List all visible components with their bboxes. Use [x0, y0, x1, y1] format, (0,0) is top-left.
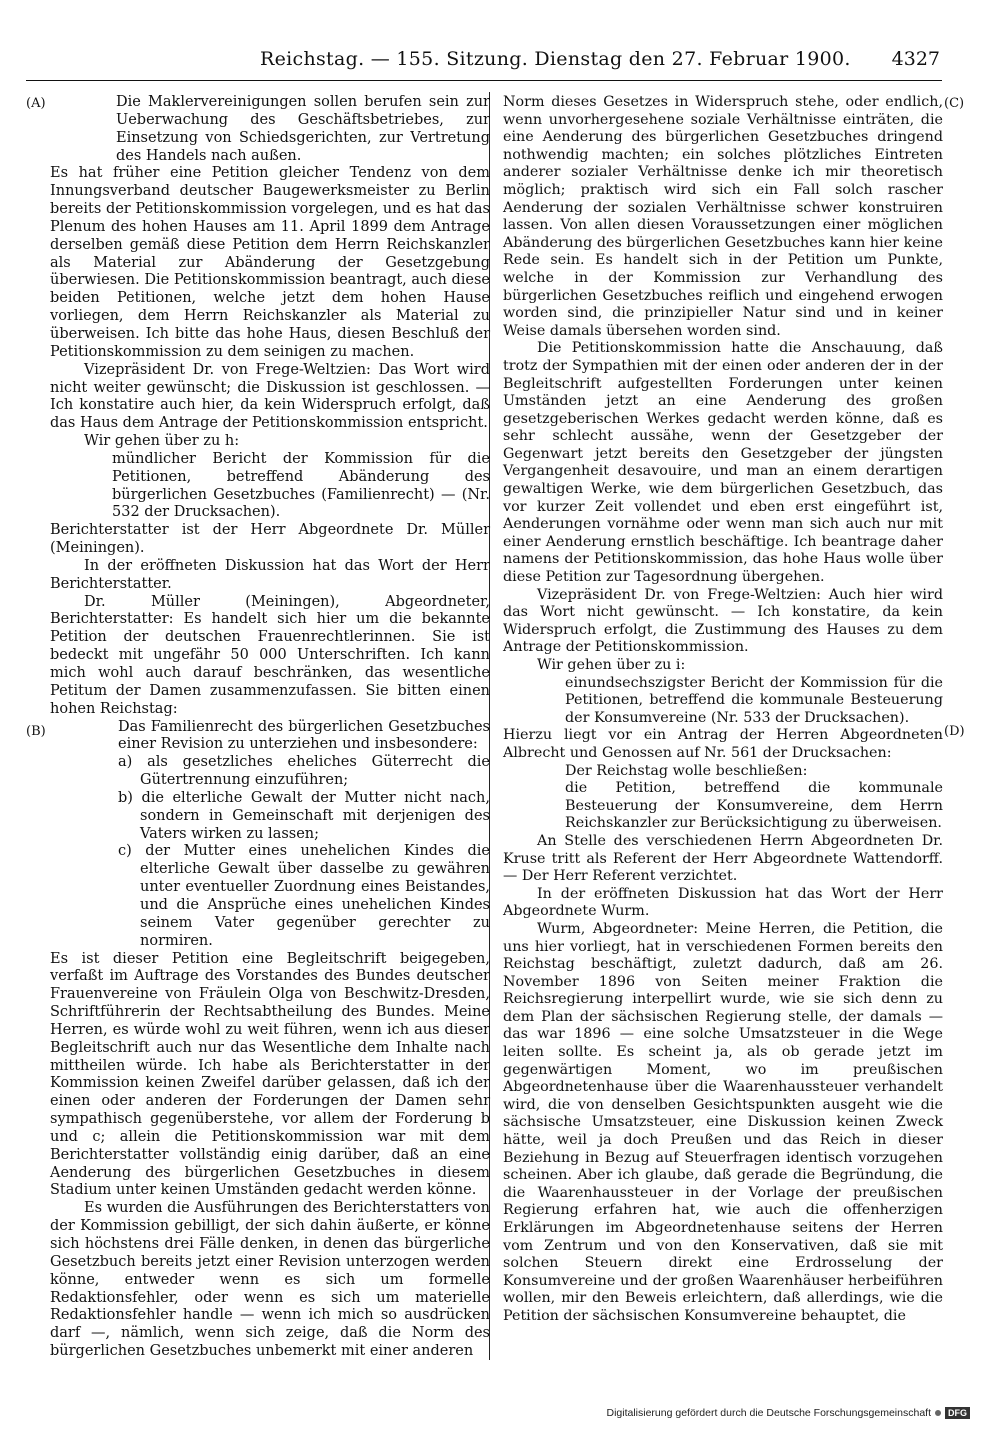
left-column	[50, 94, 490, 1361]
agenda-item: einundsechszigster Bericht der Kommission für die Petitionen, betreffend die kommunale Besteuerung der Konsumvereine (Nr. 533 der Drucksachen).	[565, 674, 943, 726]
margin-mark-d: (D)	[944, 724, 965, 739]
right-column	[503, 94, 943, 1326]
dfg-logo: DFG	[945, 1407, 970, 1419]
header-rule	[26, 80, 942, 81]
petition-point: b) die elterliche Gewalt der Mutter nicht nach, sondern in Gemeinschaft mit derjenigen des Vaters wirken zu lassen;	[118, 789, 490, 842]
paragraph: Wir gehen über zu h:	[84, 433, 240, 450]
motion-text: die Petition, betreffend die kommunale Besteuerung der Konsumvereine, dem Herrn Reichskanzler zur Berücksichtigung zu überweisen.	[565, 780, 943, 832]
footer	[606, 1407, 970, 1419]
paragraph: Wurm, Abgeordneter: Meine Herren, die Petition, die uns hier vorliegt, hat in verschiedenen Formen bereits den Reichstag beschäftigt, zuletzt dadurch, daß am 26. November 1896 von Seiten meiner Fraktion die Reichsregierung interpellirt wurde, wie sie sich denn zu dem Plan der sächsischen Regierung stelle, der damals — das war 1896 — eine solche Umsatzsteuer in die Wege leiten sollte. Es scheint ja, als ob gerade jetzt im gegenwärtigen Moment, wo im preußischen Abgeordnetenhause über die Waarenhaussteuer verhandelt wird, die von denselben Gesichtspunkten ausgeht wie die sächsische Umsatzsteuer, eine Diskussion keinen Zweck hätte, weil ja doch Preußen und das Reich in dieser Beziehung in Bezug auf Steuerfragen identisch vorzugehen scheinen. Aber ich glaube, daß gerade die Begründung, die die Waarenhaussteuer in der Vorlage der preußischen Regierung erfahren hat, wie auch die offenherzigen Erklärungen im Abgeordnetenhause seitens der Herren vom Zentrum und von den Konservativen, daß sie mit solchen Steuern direkt eine Erdrosselung der Konsumvereine und der großen Waarenhäuser herbeiführen wollen, mir den Beweis erleichtern, daß allerdings, wie die Petition der sächsischen Konsumvereine behauptet, die	[503, 920, 943, 1324]
margin-mark-b: (B)	[26, 724, 46, 739]
paragraph: An Stelle des verschiedenen Herrn Abgeordneten Dr. Kruse tritt als Referent der Herr Abgeordnete Wattendorff. — Der Herr Referent verzichtet.	[503, 832, 943, 885]
margin-mark-a: (A)	[26, 96, 46, 111]
paragraph: Die Maklervereinigungen sollen berufen sein zur Ueberwachung des Geschäftsbetriebes, zur Einsetzung von Schiedsgerichten, zur Vertretung des Handels nach außen.	[116, 94, 490, 164]
paragraph: Berichterstatter ist der Herr Abgeordnete Dr. Müller (Meiningen).	[50, 522, 490, 557]
paragraph: In der eröffneten Diskussion hat das Wort der Herr Abgeordnete Wurm.	[503, 885, 943, 920]
petition-point: c) der Mutter eines unehelichen Kindes die elterliche Gewalt über dasselbe zu gewähren unter eventueller Zuordnung eines Beistandes, und die Ansprüche eines unehelichen Kindes seinem Vater gegenüber gerechter zu normiren.	[118, 843, 490, 949]
paragraph: Dr. Müller (Meiningen), Abgeordneter, Berichterstatter: Es handelt sich hier um die bekannte Petition der deutschen Frauenrechtlerinnen. Sie ist bedeckt mit ungefähr 50 000 Unterschriften. Ich kann mich wohl auch darauf beschränken, das wesentliche Petitum der Damen zusammenzufassen. Sie bitten einen hohen Reichstag:	[50, 593, 490, 717]
paragraph: Hierzu liegt vor ein Antrag der Herren Abgeordneten Albrecht und Genossen auf Nr. 561 der Drucksachen:	[503, 727, 943, 761]
motion-intro: Der Reichstag wolle beschließen:	[565, 762, 808, 779]
paragraph: Wir gehen über zu i:	[537, 657, 686, 673]
paragraph: Es wurden die Ausführungen des Berichterstatters von der Kommission gebilligt, der sich dahin äußerte, er könne sich höchstens drei Fälle denken, in denen das bürgerliche Gesetzbuch bereits jetzt einer Revision unterzogen werden könne, entweder wenn es sich um formelle Redaktionsfehler, oder wenn es sich um materielle Redaktionsfehler handle — wenn ich mich so ausdrücken darf —, nämlich, wenn sich zeige, daß die Norm des bürgerlichen Gesetzbuches unbemerkt mit einer anderen	[50, 1200, 490, 1360]
running-title: Reichstag. — 155. Sitzung. Dienstag den 27. Februar 1900.	[260, 48, 851, 70]
paragraph: Es ist dieser Petition eine Begleitschrift beigegeben, verfaßt im Auftrage des Vorstandes des Bundes deutscher Frauenvereine von Fräulein Olga von Beschwitz-Dresden, Schriftführerin der Rechtsabtheilung des Bundes. Meine Herren, es würde wohl zu weit führen, wenn ich aus dieser Begleitschrift auch nur das Wesentliche dem Inhalte nach mittheilen würde. Ich habe als Berichterstatter in der Kommission keinen Zweifel darüber gelassen, daß ich der einen oder anderen der Forderungen der Damen sehr sympathisch gegenüberstehe, vor allem der Forderung b und c; allein die Petitionskommission war mit dem Berichterstatter vollständig einig darüber, daß an eine Aenderung des bürgerlichen Gesetzbuches in diesem Stadium unter keinen Umständen gedacht werden könne.	[50, 950, 490, 1199]
paragraph: Die Petitionskommission hatte die Anschauung, daß trotz der Sympathien mit der einen oder anderen der in der Begleitschrift aufgestellten Forderungen unter keinen Umständen jetzt an eine Aenderung des großen gesetzgeberischen Werkes gedacht werden könne, daß es sehr schlecht aussähe, wenn der Gesetzgeber der Gegenwart jetzt bereits den Gesetzgeber der jüngsten Vergangenheit desavouire, und man an einem derartigen gewaltigen Werke, wie dem bürgerlichen Gesetzbuch, das vor kurzer Zeit vollendet und eben erst eingeführt ist, Aenderungen vornähme oder wenn man sich auch nur mit einer Aenderung ernstlich beschäftige. Ich beantrage daher namens der Petitionskommission, das hohe Haus wolle über diese Petition zur Tagesordnung übergehen.	[503, 340, 943, 586]
paragraph: Vizepräsident Dr. von Frege-Weltzien: Das Wort wird nicht weiter gewünscht; die Diskussion ist geschlossen. — Ich konstatire auch hier, da kein Widerspruch erfolgt, daß das Haus dem Antrage der Petitionskommission entspricht.	[50, 361, 490, 432]
paragraph: Es hat früher eine Petition gleicher Tendenz von dem Innungsverband deutscher Baugewerksmeister zu Berlin bereits der Petitionskommission vorgelegen, und es hat das Plenum des hohen Hauses am 11. April 1899 dem Antrage derselben gemäß diese Petition dem Herrn Reichskanzler als Material zur Abänderung der Gesetzgebung überwiesen. Die Petitionskommission beantragt, auch diese beiden Petitionen, welche jetzt dem hohen Hause vorliegen, dem Herrn Reichskanzler als Material zu überweisen. Ich bitte das hohe Haus, diesen Beschluß der Petitionskommission zu dem seinigen zu machen.	[50, 165, 490, 360]
margin-mark-c: (C)	[944, 96, 965, 111]
quoted-petition: Das Familienrecht des bürgerlichen Gesetzbuches einer Revision zu unterziehen und insbesondere:	[118, 718, 490, 753]
petition-point: a) als gesetzliches eheliches Güterrecht die Gütertrennung einzuführen;	[118, 754, 490, 789]
separator-dot-icon	[935, 1410, 941, 1416]
paragraph: Vizepräsident Dr. von Frege-Weltzien: Auch hier wird das Wort nicht gewünscht. — Ich konstatire, da kein Widerspruch erfolgt, die Zustimmung des Hauses zu dem Antrage der Petitionskommission.	[503, 586, 943, 656]
footer-text: Digitalisierung gefördert durch die Deutsche Forschungsgemeinschaft	[606, 1407, 931, 1419]
paragraph: Norm dieses Gesetzes in Widerspruch stehe, oder endlich, wenn unvorhergesehene soziale Verhältnisse einträten, die eine Aenderung des bürgerlichen Gesetzbuches dringend nothwendig machten; ein solches plötzliches Eintreten anderer sozialer Verhältnisse denke ich mir theoretisch möglich; praktisch wird sich ein Fall solch rascher Aenderung der sozialen Verhältnisse schwer konstruiren lassen. Von allen diesen Voraussetzungen einer möglichen Abänderung des bürgerlichen Gesetzbuches kann hier keine Rede sein. Es handelt sich in der Petition um Punkte, welche in der Kommission zur Verhandlung des bürgerlichen Gesetzbuches reiflich und eingehend erwogen worden sind, die prinzipieller Natur sind und in keiner Weise damals übersehen worden sind.	[503, 94, 943, 339]
paragraph: In der eröffneten Diskussion hat das Wort der Herr Berichterstatter.	[50, 557, 490, 592]
running-header	[40, 48, 940, 76]
page-number: 4327	[891, 48, 940, 70]
agenda-item: mündlicher Bericht der Kommission für die Petitionen, betreffend Abänderung des bürgerlichen Gesetzbuches (Familienrecht) — (Nr. 532 der Drucksachen).	[112, 450, 490, 521]
